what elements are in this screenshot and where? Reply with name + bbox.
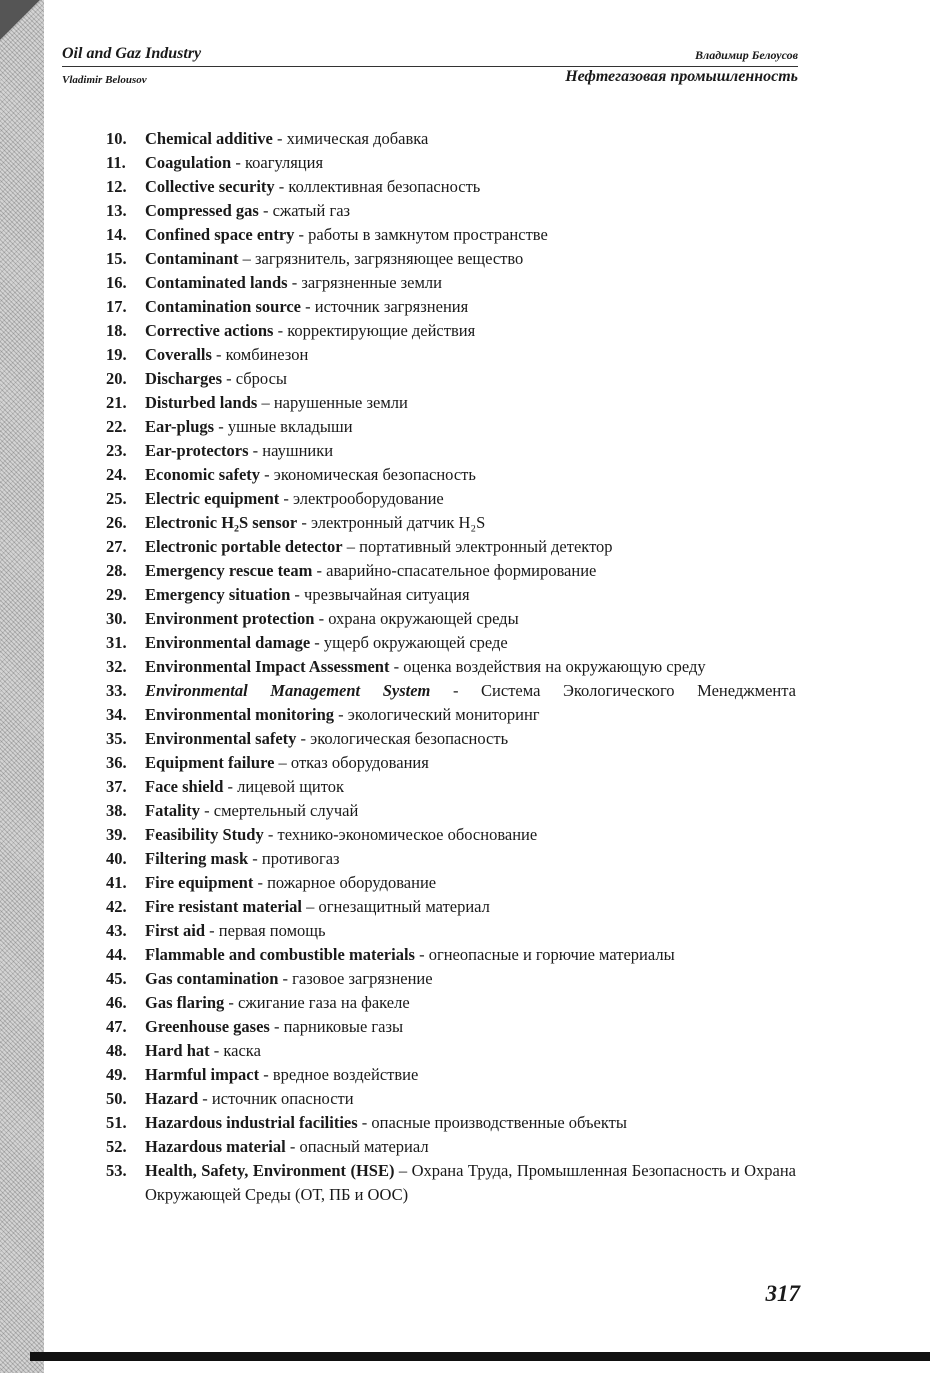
list-item bbox=[106, 247, 796, 271]
entry-definition: технико-экономическое обоснование bbox=[277, 825, 538, 844]
list-item bbox=[106, 943, 796, 967]
entry-separator: - bbox=[278, 969, 293, 988]
entry-separator: - bbox=[285, 1137, 300, 1156]
scan-corner bbox=[0, 0, 40, 40]
entry-number: 15. bbox=[106, 249, 127, 268]
list-item bbox=[106, 799, 796, 823]
entry-number: 20. bbox=[106, 369, 127, 388]
list-item bbox=[106, 703, 796, 727]
entry-number: 29. bbox=[106, 585, 127, 604]
entry-term: Equipment failure bbox=[145, 753, 275, 772]
entry-term: Economic safety bbox=[145, 465, 261, 484]
entry-separator: - bbox=[200, 801, 214, 820]
list-item bbox=[106, 991, 796, 1015]
entry-term: Chemical additive bbox=[145, 129, 273, 148]
entry-definition: первая помощь bbox=[218, 921, 326, 940]
entry-definition: ушные вкладыши bbox=[227, 417, 353, 436]
list-item bbox=[106, 151, 796, 175]
entry-number: 37. bbox=[106, 777, 127, 796]
entry-separator: - bbox=[290, 585, 305, 604]
scan-edge-left bbox=[0, 0, 44, 1373]
entry-separator: – bbox=[238, 249, 256, 268]
entry-separator: - bbox=[389, 657, 404, 676]
entry-definition: Система Экологического Менеджмента bbox=[481, 681, 796, 700]
entry-definition: корректирующие действия bbox=[287, 321, 476, 340]
entry-definition: пожарное оборудование bbox=[267, 873, 437, 892]
list-item bbox=[106, 655, 796, 679]
entry-separator: - bbox=[312, 561, 327, 580]
entry-term: Environmental damage bbox=[145, 633, 311, 652]
list-item bbox=[106, 199, 796, 223]
entry-separator: - bbox=[223, 777, 238, 796]
entry-term: Environment protection bbox=[145, 609, 315, 628]
list-item bbox=[106, 415, 796, 439]
entry-definition: портативный электронный детектор bbox=[359, 537, 613, 556]
entry-definition: загрязнитель, загрязняющее вещество bbox=[255, 249, 524, 268]
entry-definition: огнеопасные и горючие материалы bbox=[428, 945, 675, 964]
header-title-en: Oil and Gaz Industry bbox=[62, 45, 202, 62]
entry-definition: газовое загрязнение bbox=[292, 969, 433, 988]
entry-number: 32. bbox=[106, 657, 127, 676]
entry-definition: источник загрязнения bbox=[314, 297, 469, 316]
list-item bbox=[106, 847, 796, 871]
entry-separator: – bbox=[394, 1161, 412, 1180]
entry-term: Gas contamination bbox=[145, 969, 279, 988]
entry-definition: нарушенные земли bbox=[273, 393, 408, 412]
entry-number: 21. bbox=[106, 393, 127, 412]
entry-number: 22. bbox=[106, 417, 127, 436]
list-item bbox=[106, 343, 796, 367]
entry-separator: - bbox=[259, 1065, 273, 1084]
list-item bbox=[106, 391, 796, 415]
page-number: 317 bbox=[765, 1281, 800, 1306]
entry-separator: - bbox=[214, 417, 228, 436]
entry-term: Filtering mask bbox=[145, 849, 249, 868]
entry-number: 52. bbox=[106, 1137, 127, 1156]
entry-number: 23. bbox=[106, 441, 127, 460]
entry-separator: - bbox=[274, 177, 289, 196]
entry-separator: - bbox=[222, 369, 236, 388]
entry-number: 30. bbox=[106, 609, 127, 628]
entry-definition: аварийно-спасательное формирование bbox=[326, 561, 597, 580]
entry-term: Collective security bbox=[145, 177, 275, 196]
list-item bbox=[106, 1087, 796, 1111]
entry-definition: экологический мониторинг bbox=[347, 705, 540, 724]
list-item bbox=[106, 511, 796, 535]
list-item bbox=[106, 367, 796, 391]
list-item bbox=[106, 559, 796, 583]
entry-definition: каска bbox=[223, 1041, 261, 1060]
entry-separator: - bbox=[310, 633, 324, 652]
entry-term: Coagulation bbox=[145, 153, 232, 172]
list-item bbox=[106, 487, 796, 511]
entry-definition: Охрана Труда, Промышленная Безопасность и Охрана Окружающей Среды (ОТ, ПБ и ООС) bbox=[145, 1161, 796, 1204]
entry-term: Hazard bbox=[145, 1089, 199, 1108]
entry-term: First aid bbox=[145, 921, 206, 940]
entry-separator: - bbox=[248, 441, 263, 460]
entry-separator: - bbox=[272, 129, 287, 148]
entry-number: 48. bbox=[106, 1041, 127, 1060]
entry-separator: - bbox=[211, 345, 226, 364]
list-item bbox=[106, 271, 796, 295]
entry-definition: оценка воздействия на окружающую среду bbox=[403, 657, 706, 676]
entry-definition: экономическая безопасность bbox=[273, 465, 476, 484]
entry-term: Electric equipment bbox=[145, 489, 280, 508]
entry-separator: - bbox=[414, 945, 429, 964]
scan-edge-bottom bbox=[30, 1352, 930, 1361]
entry-term: Gas flaring bbox=[145, 993, 225, 1012]
entry-term: Contaminant bbox=[145, 249, 239, 268]
list-item bbox=[106, 1015, 796, 1039]
header-title-ru: Нефтегазовая промышленность bbox=[565, 68, 798, 85]
entry-number: 27. bbox=[106, 537, 127, 556]
entry-number: 51. bbox=[106, 1113, 127, 1132]
list-item bbox=[106, 295, 796, 319]
entry-separator: - bbox=[209, 1041, 224, 1060]
entry-number: 14. bbox=[106, 225, 127, 244]
entry-number: 53. bbox=[106, 1161, 127, 1180]
entry-term: Greenhouse gases bbox=[145, 1017, 270, 1036]
entry-number: 43. bbox=[106, 921, 127, 940]
list-item bbox=[106, 535, 796, 559]
entry-number: 17. bbox=[106, 297, 127, 316]
list-item bbox=[106, 967, 796, 991]
entry-term: Ear-plugs bbox=[145, 417, 215, 436]
entry-term: Electronic H₂S sensor bbox=[145, 513, 298, 532]
entry-number: 10. bbox=[106, 129, 127, 148]
entry-definition: лицевой щиток bbox=[237, 777, 345, 796]
entry-number: 24. bbox=[106, 465, 127, 484]
entry-term: Feasibility Study bbox=[145, 825, 264, 844]
entry-definition: наушники bbox=[262, 441, 334, 460]
entry-number: 44. bbox=[106, 945, 127, 964]
entry-separator: - bbox=[205, 921, 219, 940]
entry-term: Corrective actions bbox=[145, 321, 274, 340]
list-item bbox=[106, 439, 796, 463]
entry-separator: - bbox=[314, 609, 329, 628]
entry-definition: коагуляция bbox=[244, 153, 324, 172]
entry-number: 28. bbox=[106, 561, 127, 580]
entry-separator: - bbox=[269, 1017, 284, 1036]
entry-number: 38. bbox=[106, 801, 127, 820]
entry-term: Contamination source bbox=[145, 297, 301, 316]
entry-definition: парниковые газы bbox=[283, 1017, 404, 1036]
list-item bbox=[106, 823, 796, 847]
entry-number: 25. bbox=[106, 489, 127, 508]
entry-definition: огнезащитный материал bbox=[318, 897, 490, 916]
entry-definition: вредное воздействие bbox=[272, 1065, 419, 1084]
entry-definition: электрооборудование bbox=[293, 489, 444, 508]
header-author-en: Vladimir Belousov bbox=[62, 74, 147, 86]
entry-separator: - bbox=[279, 489, 294, 508]
page-header bbox=[62, 44, 798, 89]
list-item bbox=[106, 223, 796, 247]
entry-separator: - bbox=[260, 465, 274, 484]
entry-separator: - bbox=[224, 993, 239, 1012]
entry-definition: химическая добавка bbox=[286, 129, 429, 148]
list-item bbox=[106, 583, 796, 607]
entry-separator: - bbox=[301, 297, 315, 316]
header-row-bottom bbox=[62, 67, 798, 89]
entry-number: 18. bbox=[106, 321, 127, 340]
entry-definition: смертельный случай bbox=[213, 801, 359, 820]
entry-term: Disturbed lands bbox=[145, 393, 258, 412]
entry-number: 49. bbox=[106, 1065, 127, 1084]
entry-number: 11. bbox=[106, 153, 126, 172]
entry-term: Emergency situation bbox=[145, 585, 291, 604]
entry-separator: - bbox=[294, 225, 309, 244]
entry-definition: отказ оборудования bbox=[290, 753, 429, 772]
entry-term: Environmental safety bbox=[145, 729, 297, 748]
entry-term: Ear-protectors bbox=[145, 441, 249, 460]
entry-definition: ущерб окружающей среде bbox=[323, 633, 508, 652]
entry-number: 16. bbox=[106, 273, 127, 292]
entry-separator: – bbox=[274, 753, 291, 772]
entry-number: 39. bbox=[106, 825, 127, 844]
entry-separator: - bbox=[198, 1089, 212, 1108]
entry-definition: сбросы bbox=[235, 369, 287, 388]
entry-number: 46. bbox=[106, 993, 127, 1012]
entry-number: 50. bbox=[106, 1089, 127, 1108]
list-item bbox=[106, 871, 796, 895]
entry-term: Environmental Impact Assessment bbox=[145, 657, 390, 676]
list-item bbox=[106, 775, 796, 799]
entry-term: Environmental Management System bbox=[145, 681, 431, 700]
entry-separator: - bbox=[273, 321, 288, 340]
entry-term: Face shield bbox=[145, 777, 224, 796]
list-item bbox=[106, 1135, 796, 1159]
entry-separator: - bbox=[263, 825, 278, 844]
list-item bbox=[106, 631, 796, 655]
header-row-top bbox=[62, 44, 798, 66]
header-author-ru: Владимир Белоусов bbox=[695, 48, 798, 62]
entry-term: Harmful impact bbox=[145, 1065, 260, 1084]
entry-term: Hazardous material bbox=[145, 1137, 286, 1156]
entry-term: Electronic portable detector bbox=[145, 537, 343, 556]
entry-separator: - bbox=[253, 873, 268, 892]
list-item bbox=[106, 463, 796, 487]
entry-separator: – bbox=[342, 537, 360, 556]
entry-definition: опасные производственные объекты bbox=[371, 1113, 627, 1132]
list-item bbox=[106, 751, 796, 775]
entry-definition: электронный датчик H₂S bbox=[310, 513, 486, 532]
entry-separator: - bbox=[231, 153, 245, 172]
entry-separator: - bbox=[297, 513, 311, 532]
entry-number: 40. bbox=[106, 849, 127, 868]
entry-term: Emergency rescue team bbox=[145, 561, 313, 580]
entry-definition: источник опасности bbox=[211, 1089, 354, 1108]
entry-definition: опасный материал bbox=[299, 1137, 429, 1156]
entry-separator: - bbox=[248, 849, 262, 868]
entry-term: Flammable and combustible materials bbox=[145, 945, 415, 964]
entry-separator: - bbox=[287, 273, 302, 292]
entry-definition: сжигание газа на факеле bbox=[238, 993, 410, 1012]
entry-separator: - bbox=[296, 729, 311, 748]
entry-number: 36. bbox=[106, 753, 127, 772]
list-item bbox=[106, 919, 796, 943]
entry-number: 41. bbox=[106, 873, 127, 892]
glossary-list bbox=[106, 127, 796, 1207]
entry-number: 35. bbox=[106, 729, 127, 748]
entry-separator: – bbox=[302, 897, 319, 916]
entry-term: Contaminated lands bbox=[145, 273, 288, 292]
entry-number: 42. bbox=[106, 897, 127, 916]
entry-term: Fire equipment bbox=[145, 873, 254, 892]
entry-definition: охрана окружающей среды bbox=[328, 609, 519, 628]
entry-number: 12. bbox=[106, 177, 127, 196]
entry-term: Hazardous industrial facilities bbox=[145, 1113, 358, 1132]
list-item bbox=[106, 127, 796, 151]
list-item bbox=[106, 1039, 796, 1063]
entry-separator: - bbox=[430, 681, 482, 700]
list-item bbox=[106, 1111, 796, 1135]
entry-term: Discharges bbox=[145, 369, 222, 388]
entry-term: Fatality bbox=[145, 801, 200, 820]
entry-term: Fire resistant material bbox=[145, 897, 303, 916]
entry-term: Coveralls bbox=[145, 345, 212, 364]
entry-number: 47. bbox=[106, 1017, 127, 1036]
entry-definition: сжатый газ bbox=[272, 201, 351, 220]
entry-definition: противогаз bbox=[261, 849, 340, 868]
list-item bbox=[106, 1159, 796, 1207]
entry-term: Environmental monitoring bbox=[145, 705, 335, 724]
entry-definition: работы в замкнутом пространстве bbox=[308, 225, 548, 244]
list-item bbox=[106, 679, 796, 703]
entry-definition: комбинезон bbox=[225, 345, 309, 364]
entry-separator: – bbox=[257, 393, 274, 412]
entry-number: 31. bbox=[106, 633, 127, 652]
list-item bbox=[106, 727, 796, 751]
list-item bbox=[106, 607, 796, 631]
list-item bbox=[106, 1063, 796, 1087]
entry-separator: - bbox=[334, 705, 348, 724]
entry-definition: чрезвычайная ситуация bbox=[304, 585, 470, 604]
list-item bbox=[106, 319, 796, 343]
entry-term: Hard hat bbox=[145, 1041, 210, 1060]
list-item bbox=[106, 895, 796, 919]
entry-number: 13. bbox=[106, 201, 127, 220]
list-item bbox=[106, 175, 796, 199]
entry-separator: - bbox=[258, 201, 273, 220]
entry-definition: загрязненные земли bbox=[301, 273, 442, 292]
entry-number: 45. bbox=[106, 969, 127, 988]
entry-number: 26. bbox=[106, 513, 127, 532]
entry-definition: экологическая безопасность bbox=[310, 729, 509, 748]
entry-number: 34. bbox=[106, 705, 127, 724]
entry-term: Compressed gas bbox=[145, 201, 259, 220]
entry-term: Confined space entry bbox=[145, 225, 295, 244]
entry-number: 19. bbox=[106, 345, 127, 364]
entry-number: 33. bbox=[106, 681, 127, 700]
entry-term: Health, Safety, Environment (HSE) bbox=[145, 1161, 395, 1180]
entry-separator: - bbox=[357, 1113, 372, 1132]
entry-definition: коллективная безопасность bbox=[288, 177, 481, 196]
